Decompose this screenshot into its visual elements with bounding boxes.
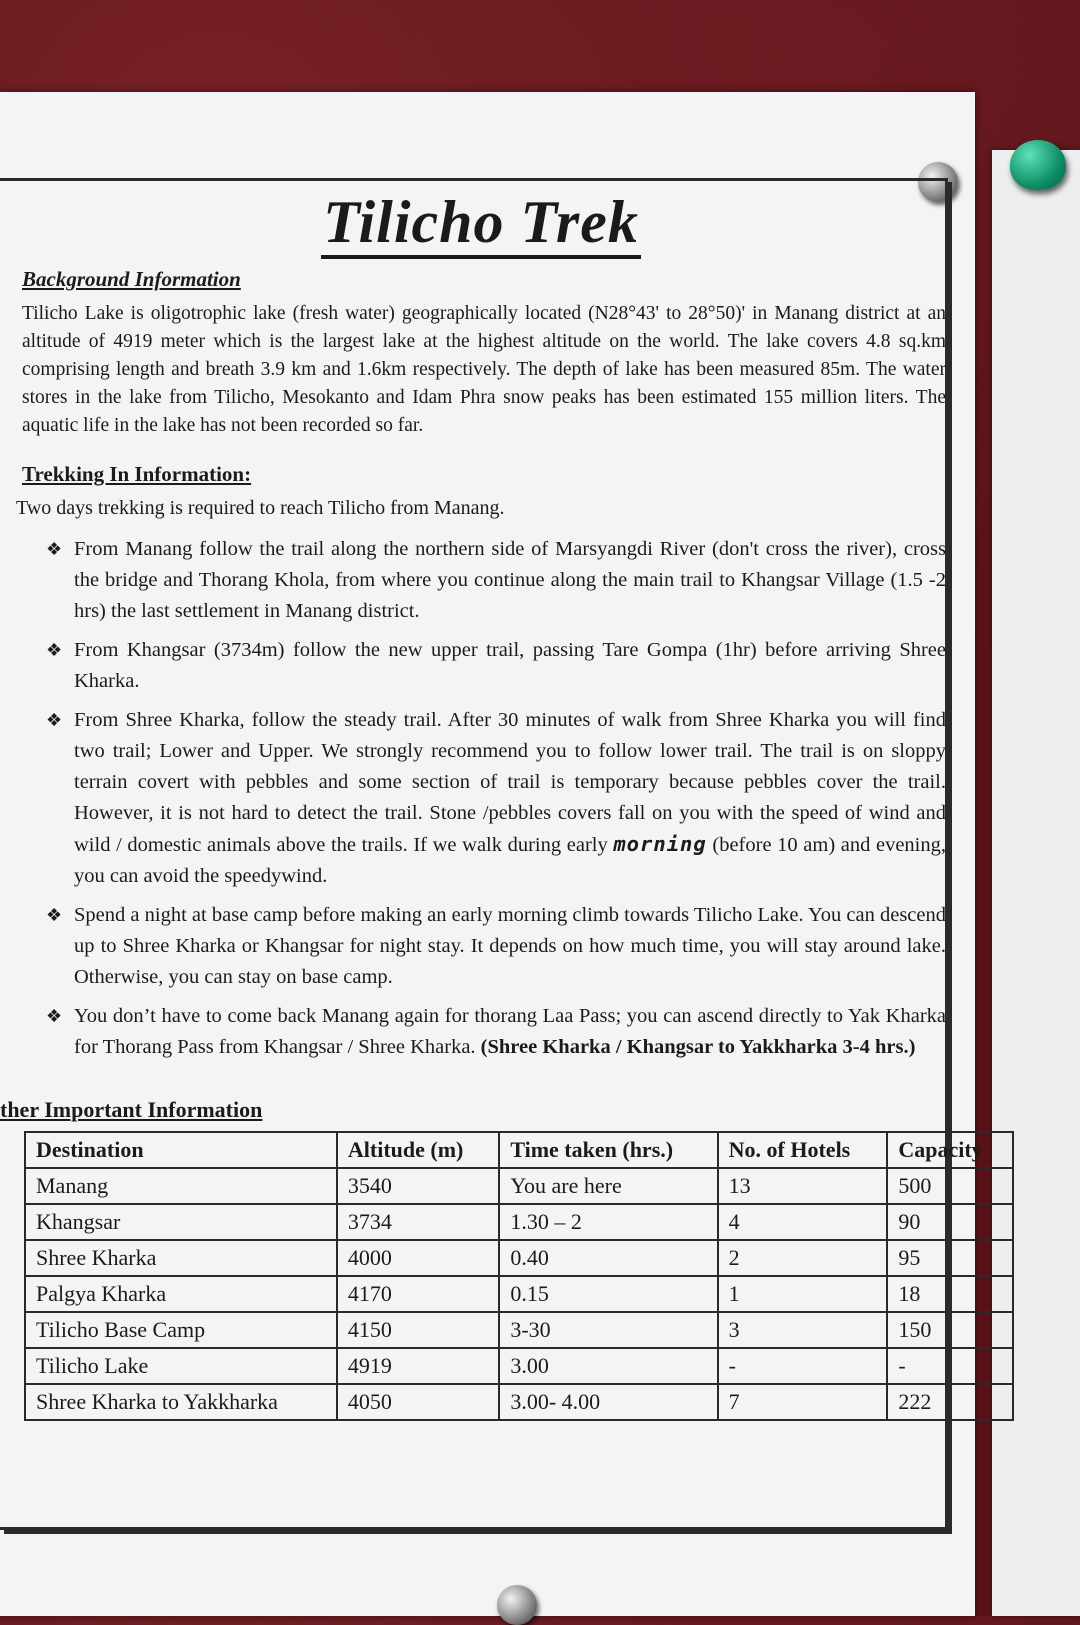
table-cell: Khangsar bbox=[25, 1204, 337, 1240]
table-cell: 4050 bbox=[337, 1384, 499, 1420]
table-cell: 3.00 bbox=[499, 1348, 717, 1384]
table-cell: - bbox=[887, 1348, 1013, 1384]
table-cell: Palgya Kharka bbox=[25, 1276, 337, 1312]
table-cell: Shree Kharka bbox=[25, 1240, 337, 1276]
table-cell: 3.00- 4.00 bbox=[499, 1384, 717, 1420]
push-pin-icon bbox=[1010, 140, 1066, 190]
document-content bbox=[0, 188, 983, 1421]
table-cell: 1 bbox=[718, 1276, 888, 1312]
table-cell: 3-30 bbox=[499, 1312, 717, 1348]
table-header-row bbox=[25, 1132, 1013, 1168]
table-cell: 90 bbox=[887, 1204, 1013, 1240]
table-row bbox=[25, 1276, 1013, 1312]
table-cell: 18 bbox=[887, 1276, 1013, 1312]
info-table bbox=[24, 1131, 1014, 1421]
table-cell: Shree Kharka to Yakkharka bbox=[25, 1384, 337, 1420]
table-cell: 3734 bbox=[337, 1204, 499, 1240]
column-header: Altitude (m) bbox=[337, 1132, 499, 1168]
page-title: Tilicho Trek bbox=[16, 188, 946, 257]
table-cell: 0.40 bbox=[499, 1240, 717, 1276]
background-text: Tilicho Lake is oligotrophic lake (fresh water) geographically located (N28°43' to 28°50)' in Manang district at an altitude of 4919 meter which is the largest lake at the highest altitude on the world. The lake covers 4.8 sq.km comprising length and breath 3.9 km and 1.6km respectively. The depth of lake has been measured 85m. The water stores in the lake from Tilicho, Mesokanto and Idam Phra snow peaks has been estimated 155 million liters. The aquatic life in the lake has not been recorded so far. bbox=[22, 303, 946, 436]
column-header: No. of Hotels bbox=[718, 1132, 888, 1168]
diamond-bullet-icon: ❖ bbox=[46, 905, 63, 925]
table-row bbox=[25, 1384, 1013, 1420]
table-cell: You are here bbox=[499, 1168, 717, 1204]
table-cell: 4919 bbox=[337, 1348, 499, 1384]
thumbtack-icon bbox=[497, 1585, 537, 1625]
column-header: Capacity bbox=[887, 1132, 1013, 1168]
table-cell: 150 bbox=[887, 1312, 1013, 1348]
table-cell: 1.30 – 2 bbox=[499, 1204, 717, 1240]
diamond-bullet-icon: ❖ bbox=[46, 640, 63, 660]
diamond-bullet-icon: ❖ bbox=[46, 539, 63, 559]
table-cell: 222 bbox=[887, 1384, 1013, 1420]
diamond-bullet-icon: ❖ bbox=[46, 1006, 63, 1026]
list-item: ❖ You don’t have to come back Manang again for thorang Laa Pass; you can ascend directly to Yak Kharka for Thorang Pass from Khangsar / Shree Kharka. (Shree Kharka / Khangsar to Yakkharka 3-4 hrs.) bbox=[16, 1001, 946, 1063]
table-cell: 2 bbox=[718, 1240, 888, 1276]
list-item: ❖ Spend a night at base camp before making an early morning climb towards Tilicho Lake. You can descend up to Shree Kharka or Khangsar for night stay. It depends on how much time, you will stay around lake. Otherwise, you can stay on base camp. bbox=[16, 900, 946, 993]
table-cell: 4000 bbox=[337, 1240, 499, 1276]
trekking-intro: Two days trekking is required to reach Tilicho from Manang. bbox=[16, 497, 505, 519]
table-cell: Tilicho Base Camp bbox=[25, 1312, 337, 1348]
table-row bbox=[25, 1348, 1013, 1384]
table-cell: 500 bbox=[887, 1168, 1013, 1204]
table-heading: ther Important Information bbox=[0, 1097, 263, 1122]
table-cell: 3 bbox=[718, 1312, 888, 1348]
table-cell: 4150 bbox=[337, 1312, 499, 1348]
table-cell: 4 bbox=[718, 1204, 888, 1240]
trekking-heading: Trekking In Information: bbox=[22, 462, 252, 486]
table-cell: Tilicho Lake bbox=[25, 1348, 337, 1384]
table-cell: Manang bbox=[25, 1168, 337, 1204]
table-cell: 4170 bbox=[337, 1276, 499, 1312]
handwritten-correction: morning bbox=[613, 832, 707, 856]
list-item: ❖ From Khangsar (3734m) follow the new upper trail, passing Tare Gompa (1hr) before arriving Shree Kharka. bbox=[16, 635, 946, 697]
table-cell: - bbox=[718, 1348, 888, 1384]
table-cell: 7 bbox=[718, 1384, 888, 1420]
table-row bbox=[25, 1312, 1013, 1348]
trekking-steps bbox=[16, 534, 946, 1063]
table-cell: 13 bbox=[718, 1168, 888, 1204]
table-cell: 0.15 bbox=[499, 1276, 717, 1312]
column-header: Time taken (hrs.) bbox=[499, 1132, 717, 1168]
table-cell: 3540 bbox=[337, 1168, 499, 1204]
table-row bbox=[25, 1168, 1013, 1204]
list-item: ❖ From Shree Kharka, follow the steady trail. After 30 minutes of walk from Shree Kharka you will find two trail; Lower and Upper. We strongly recommend you to follow lower trail. The trail is on sloppy terrain covert with pebbles and some section of trail is temporary because pebbles cover the trail. However, it is not hard to detect the trail. Stone /pebbles covers fall on you with the speed of wind and wild / domestic animals above the trails. If we walk during early morning (before 10 am) and evening, you can avoid the speedywind. bbox=[16, 705, 946, 892]
list-item: ❖ From Manang follow the trail along the northern side of Marsyangdi River (don't cross the river), cross the bridge and Thorang Khola, from where you continue along the main trail to Khangsar Village (1.5 -2 hrs) the last settlement in Manang district. bbox=[16, 534, 946, 627]
background-heading: Background Information bbox=[22, 267, 241, 291]
table-row bbox=[25, 1204, 1013, 1240]
table-row bbox=[25, 1240, 1013, 1276]
column-header: Destination bbox=[25, 1132, 337, 1168]
table-cell: 95 bbox=[887, 1240, 1013, 1276]
diamond-bullet-icon: ❖ bbox=[46, 710, 63, 730]
